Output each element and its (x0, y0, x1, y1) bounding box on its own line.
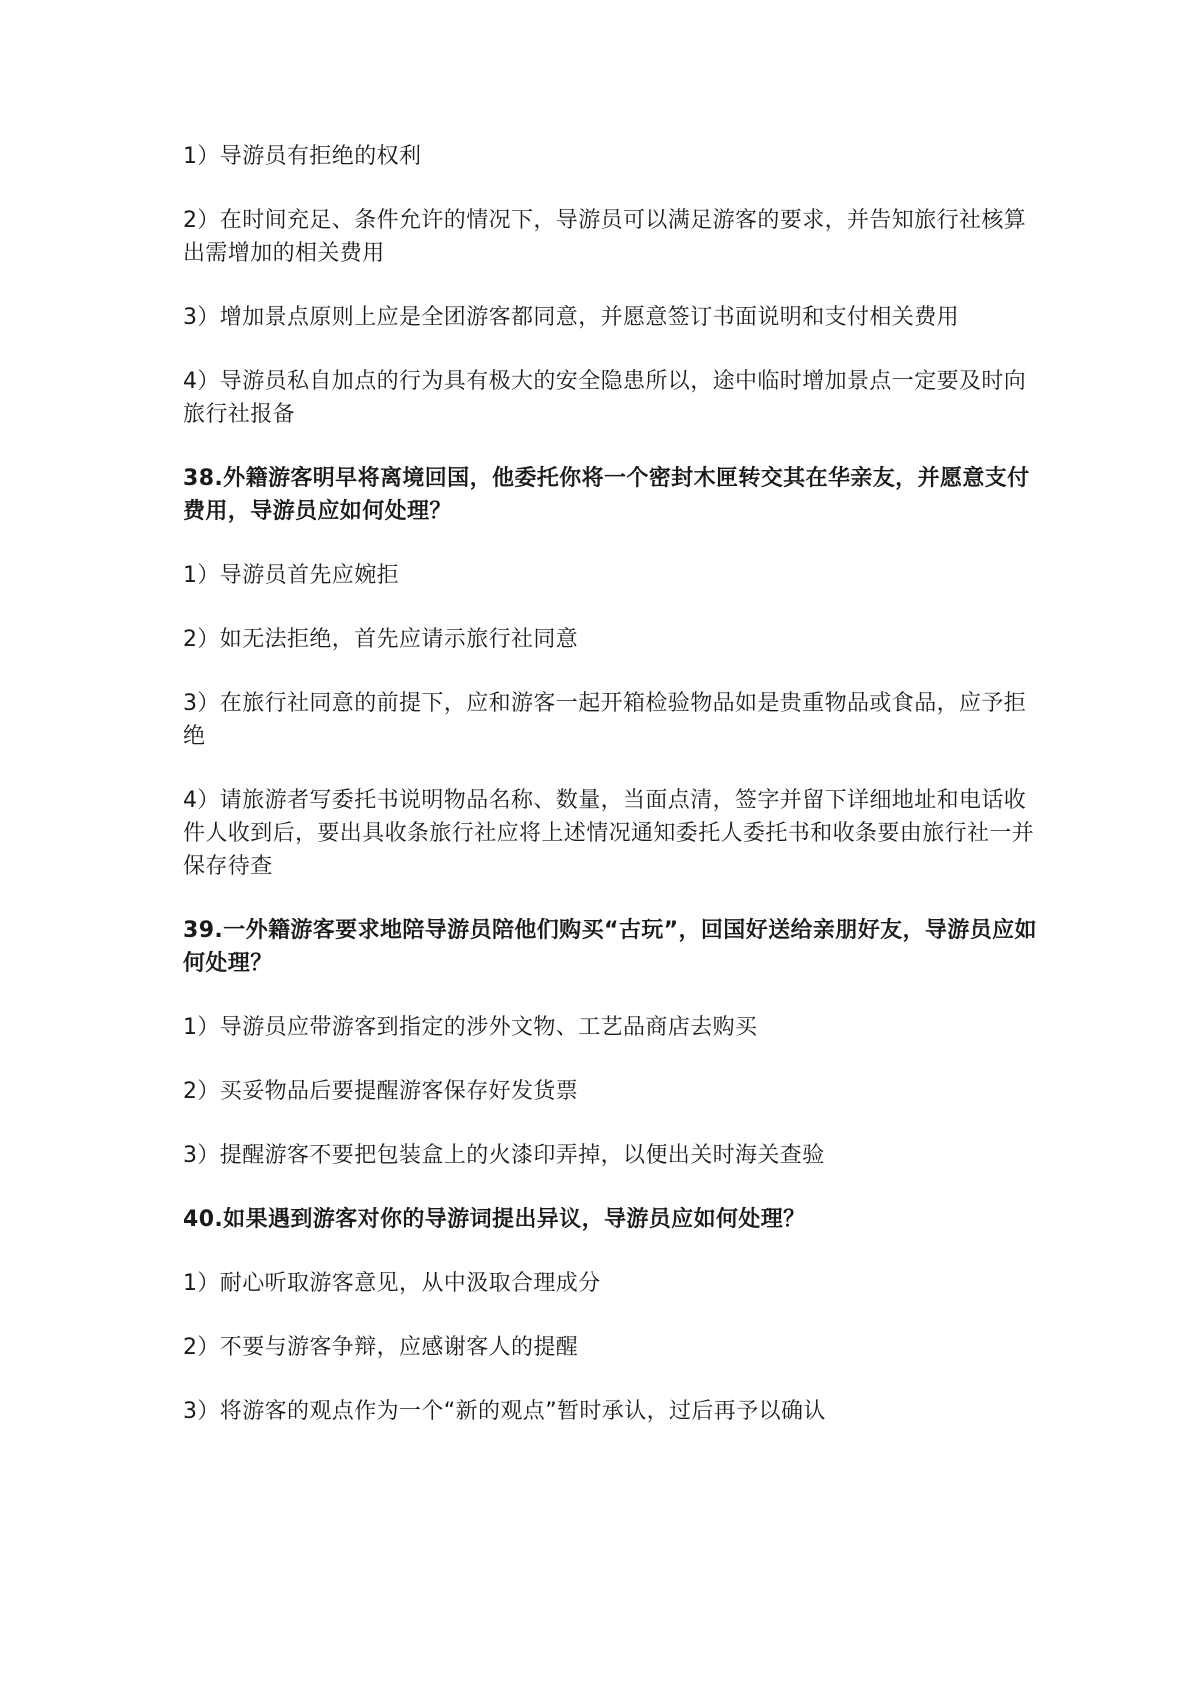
answer-item: 1）导游员有拒绝的权利 (183, 144, 422, 169)
answer-item: 1）耐心听取游客意见，从中汲取合理成分 (183, 1271, 601, 1296)
answer-item: 4）请旅游者写委托书说明物品名称、数量，当面点清，签字并留下详细地址和电话收件人收到后，要出具收条旅行社应将上述情况通知委托人委托书和收条要由旅行社一并保存待查 (183, 788, 1035, 879)
answer-item: 3）增加景点原则上应是全团游客都同意，并愿意签订书面说明和支付相关费用 (183, 305, 959, 330)
answer-item: 1）导游员应带游客到指定的涉外文物、工艺品商店去购买 (183, 1015, 758, 1040)
answer-item: 2）不要与游客争辩，应感谢客人的提醒 (183, 1335, 579, 1360)
answer-item: 3）提醒游客不要把包装盒上的火漆印弄掉，以便出关时海关查验 (183, 1143, 825, 1168)
answer-item: 3）在旅行社同意的前提下，应和游客一起开箱检验物品如是贵重物品或食品，应予拒绝 (183, 691, 1027, 749)
answer-item: 4）导游员私自加点的行为具有极大的安全隐患所以，途中临时增加景点一定要及时向旅行社报备 (183, 369, 1027, 427)
question-heading: 40.如果遇到游客对你的导游词提出异议，导游员应如何处理？ (183, 1207, 806, 1232)
answer-item: 1）导游员首先应婉拒 (183, 563, 399, 588)
question-heading: 38.外籍游客明早将离境回国，他委托你将一个密封木匣转交其在华亲友，并愿意支付费用，导游员应如何处理？ (183, 466, 1030, 524)
question-heading: 39.一外籍游客要求地陪导游员陪他们购买“古玩”，回国好送给亲朋好友，导游员应如何处理？ (183, 918, 1037, 976)
answer-item: 3）将游客的观点作为一个“新的观点”暂时承认，过后再予以确认 (183, 1399, 826, 1424)
answer-item: 2）如无法拒绝，首先应请示旅行社同意 (183, 627, 579, 652)
answer-item: 2）在时间充足、条件允许的情况下，导游员可以满足游客的要求，并告知旅行社核算出需增加的相关费用 (183, 208, 1027, 266)
answer-item: 2）买妥物品后要提醒游客保存好发货票 (183, 1079, 579, 1104)
